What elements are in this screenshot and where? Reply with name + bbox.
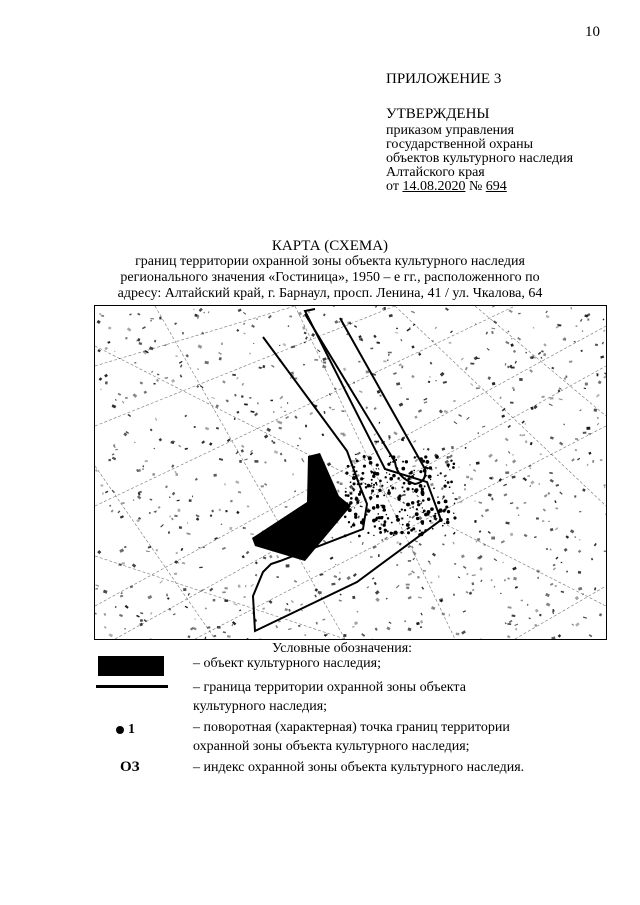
map-title: КАРТА (СХЕМА) <box>271 238 389 254</box>
legend-zone-index-text: – индекс охранной зоны объекта культурного наследия. <box>193 760 525 775</box>
approval-line: приказом управления <box>386 123 515 138</box>
scheme-map <box>94 305 607 640</box>
legend-zone-index-symbol: ОЗ <box>120 759 140 775</box>
map-subtitle-line: границ территории охранной зоны объекта культурного наследия <box>135 254 525 269</box>
map-background-texture <box>95 306 606 639</box>
legend-heritage-object-symbol <box>98 656 164 676</box>
legend-title: Условные обозначения: <box>272 641 413 656</box>
legend-zone-boundary-text: культурного наследия; <box>193 699 328 714</box>
turning-point-number: 1 <box>128 722 135 737</box>
approval-block <box>386 107 573 194</box>
page-number: 10 <box>585 24 600 40</box>
map-subtitle-line: регионального значения «Гостиница», 1950 – е гг., расположенного по <box>120 270 540 285</box>
approval-line: Алтайского края <box>386 165 485 180</box>
approval-number: 694 <box>485 179 507 194</box>
legend-zone-boundary-text: – граница территории охранной зоны объекта <box>193 680 466 695</box>
legend-turning-point-symbol <box>116 722 135 738</box>
zone-boundary <box>253 309 441 631</box>
legend-zone-boundary-symbol <box>96 685 168 688</box>
appendix-title: ПРИЛОЖЕНИЕ 3 <box>386 71 502 87</box>
turning-point-dot-icon <box>116 726 124 734</box>
legend-heritage-object-text: – объект культурного наследия; <box>193 656 381 671</box>
legend-turning-point-text: – поворотная (характерная) точка границ территории <box>193 720 510 735</box>
number-prefix: № <box>465 179 486 194</box>
map-subtitle-line: адресу: Алтайский край, г. Барнаул, просп. Ленина, 41 / ул. Чкалова, 64 <box>117 286 543 301</box>
heritage-object <box>252 453 351 561</box>
date-prefix: от <box>386 179 403 194</box>
approval-date: 14.08.2020 <box>402 179 466 194</box>
approval-heading: УТВЕРЖДЕНЫ <box>386 106 490 122</box>
approval-line: объектов культурного наследия <box>386 151 574 166</box>
legend-turning-point-text: охранной зоны объекта культурного наследия; <box>193 739 470 754</box>
map-title-block <box>60 238 600 302</box>
map-svg <box>95 306 606 639</box>
approval-date-line <box>386 180 573 194</box>
approval-line: государственной охраны <box>386 137 534 152</box>
